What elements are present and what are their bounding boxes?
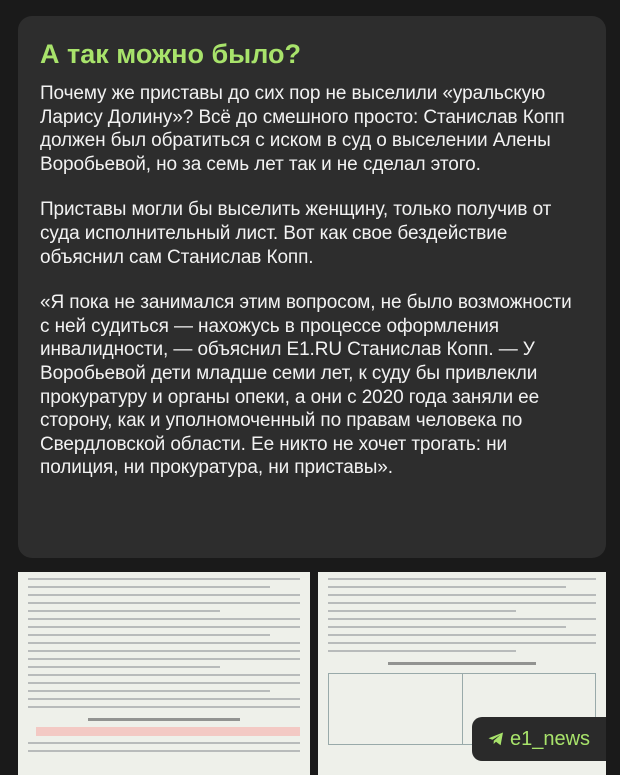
paragraph-3: «Я пока не занимался этим вопросом, не было возможности с ней судиться — нахожусь в процессе оформления инвалидности, — объяснил E1.RU Станислав Копп. — У Воробьевой дети младше семи лет, к суду бы привлекли прокуратуру и органы опеки, а они с 2020 года заняли ее сторону, как и уполномоченный по правам человека по Свердловской области. Ее никто не хочет трогать: ни полиция, ни прокуратура, ни приставы». xyxy=(40,292,572,479)
telegram-icon xyxy=(488,732,504,746)
card-title: А так можно было? xyxy=(40,39,301,69)
article-card xyxy=(18,16,606,558)
channel-brand[interactable] xyxy=(472,717,606,761)
channel-name: e1_news xyxy=(509,727,591,750)
document-photo-contract xyxy=(18,572,310,775)
paragraph-1: Почему же приставы до сих пор не выселили «уральскую Ларису Долину»? Всё до смешного просто: Станислав Копп должен был обратиться с иском в суд о выселении Алены Воробьевой, но за семь лет так и не сделал этого. xyxy=(40,83,565,175)
paragraph-2: Приставы могли бы выселить женщину, только получив от суда исполнительный лист. Вот как свое бездействие объяснил сам Станислав Копп. xyxy=(40,199,552,268)
